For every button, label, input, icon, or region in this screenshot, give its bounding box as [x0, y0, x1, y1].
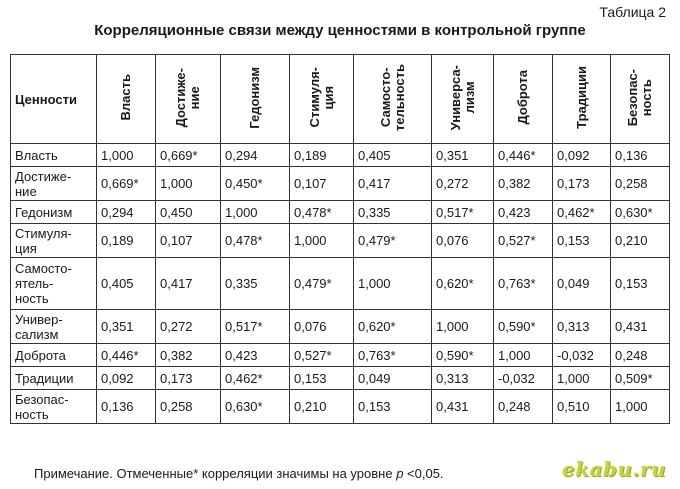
table-cell: 0,669*	[97, 167, 156, 201]
table-cell: 0,620*	[354, 310, 432, 344]
table-cell: 0,210	[290, 390, 354, 424]
column-header: Традиции	[553, 55, 611, 144]
table-cell: 0,478*	[290, 201, 354, 224]
table-cell: 0,405	[97, 258, 156, 310]
table-row	[11, 144, 670, 167]
column-header: Доброта	[494, 55, 553, 144]
row-header: Гедонизм	[11, 201, 97, 224]
table-cell: 0,527*	[290, 344, 354, 367]
table-cell: -0,032	[494, 367, 553, 390]
column-header: Стимуля- ция	[290, 55, 354, 144]
table-row	[11, 390, 670, 424]
header-row	[11, 55, 670, 144]
row-header: Самосто- ятель- ность	[11, 258, 97, 310]
table-cell: 0,258	[611, 167, 670, 201]
table-cell: 0,763*	[354, 344, 432, 367]
row-header: Достиже- ние	[11, 167, 97, 201]
table-cell: 0,076	[432, 224, 494, 258]
table-cell: 0,417	[156, 258, 221, 310]
table-cell: 0,107	[290, 167, 354, 201]
table-cell: 0,423	[221, 344, 290, 367]
row-header: Традиции	[11, 367, 97, 390]
table-cell: 0,462*	[221, 367, 290, 390]
table-cell: 0,351	[97, 310, 156, 344]
table-cell: 0,431	[432, 390, 494, 424]
table-cell: 1,000	[156, 167, 221, 201]
table-cell: 0,446*	[97, 344, 156, 367]
table-cell: 0,431	[611, 310, 670, 344]
table-title: Корреляционные связи между ценностями в контрольной группе	[94, 22, 586, 39]
watermark-logo: ekabu.ru	[561, 457, 666, 481]
table-cell: 1,000	[354, 258, 432, 310]
table-cell: 1,000	[290, 224, 354, 258]
table-cell: 0,153	[553, 224, 611, 258]
table-cell: 0,173	[156, 367, 221, 390]
table-cell: 1,000	[611, 390, 670, 424]
table-cell: 0,049	[553, 258, 611, 310]
table-number-label: Таблица 2	[599, 4, 666, 20]
table-cell: 0,382	[494, 167, 553, 201]
table-cell: 0,351	[432, 144, 494, 167]
table-cell: 0,590*	[432, 344, 494, 367]
table-cell: 0,527*	[494, 224, 553, 258]
table-row	[11, 310, 670, 344]
table-cell: 0,462*	[553, 201, 611, 224]
table-cell: 0,248	[611, 344, 670, 367]
table-row	[11, 367, 670, 390]
table-cell: 0,294	[97, 201, 156, 224]
table-cell: 0,189	[97, 224, 156, 258]
column-header: Безопас- ность	[611, 55, 670, 144]
table-cell: 1,000	[553, 367, 611, 390]
table-cell: 0,405	[354, 144, 432, 167]
table-cell: 1,000	[97, 144, 156, 167]
table-cell: -0,032	[553, 344, 611, 367]
table-cell: 1,000	[494, 344, 553, 367]
table-cell: 0,669*	[156, 144, 221, 167]
column-header: Достиже- ние	[156, 55, 221, 144]
row-header: Власть	[11, 144, 97, 167]
table-cell: 0,173	[553, 167, 611, 201]
corner-header: Ценности	[11, 55, 97, 144]
table-cell: 0,509*	[611, 367, 670, 390]
table-cell: 0,510	[553, 390, 611, 424]
table-cell: 0,153	[611, 258, 670, 310]
table-cell: 0,479*	[290, 258, 354, 310]
table-cell: 0,189	[290, 144, 354, 167]
table-cell: 0,446*	[494, 144, 553, 167]
table-cell: 1,000	[432, 310, 494, 344]
table-cell: 0,630*	[611, 201, 670, 224]
table-cell: 0,423	[494, 201, 553, 224]
table-cell: 0,590*	[494, 310, 553, 344]
table-row	[11, 167, 670, 201]
table-cell: 0,450*	[221, 167, 290, 201]
table-cell: 0,258	[156, 390, 221, 424]
table-cell: 0,136	[611, 144, 670, 167]
row-header: Стимуля- ция	[11, 224, 97, 258]
table-cell: 1,000	[221, 201, 290, 224]
table-cell: 0,620*	[432, 258, 494, 310]
column-header: Власть	[97, 55, 156, 144]
table-cell: 0,313	[432, 367, 494, 390]
table-cell: 0,092	[553, 144, 611, 167]
table-note: Примечание. Отмеченные* корреляции значимы на уровне p <0,05.	[34, 466, 444, 481]
table-cell: 0,517*	[432, 201, 494, 224]
table-row	[11, 258, 670, 310]
row-header: Доброта	[11, 344, 97, 367]
table-cell: 0,313	[553, 310, 611, 344]
row-header: Универ- сализм	[11, 310, 97, 344]
table-row	[11, 201, 670, 224]
table-cell: 0,272	[432, 167, 494, 201]
table-cell: 0,335	[354, 201, 432, 224]
table-cell: 0,294	[221, 144, 290, 167]
table-cell: 0,136	[97, 390, 156, 424]
table-cell: 0,049	[354, 367, 432, 390]
correlation-table	[10, 54, 670, 424]
table-cell: 0,210	[611, 224, 670, 258]
table-cell: 0,417	[354, 167, 432, 201]
table-cell: 0,092	[97, 367, 156, 390]
table-cell: 0,076	[290, 310, 354, 344]
table-cell: 0,248	[494, 390, 553, 424]
table-row	[11, 344, 670, 367]
table-cell: 0,479*	[354, 224, 432, 258]
table-row	[11, 224, 670, 258]
column-header: Универса- лизм	[432, 55, 494, 144]
table-cell: 0,382	[156, 344, 221, 367]
table-cell: 0,478*	[221, 224, 290, 258]
table-cell: 0,153	[354, 390, 432, 424]
table-cell: 0,335	[221, 258, 290, 310]
table-cell: 0,517*	[221, 310, 290, 344]
table-cell: 0,272	[156, 310, 221, 344]
column-header: Гедонизм	[221, 55, 290, 144]
table-cell: 0,153	[290, 367, 354, 390]
column-header: Самосто- тельность	[354, 55, 432, 144]
table-cell: 0,450	[156, 201, 221, 224]
table-cell: 0,107	[156, 224, 221, 258]
row-header: Безопас- ность	[11, 390, 97, 424]
table-cell: 0,763*	[494, 258, 553, 310]
table-cell: 0,630*	[221, 390, 290, 424]
